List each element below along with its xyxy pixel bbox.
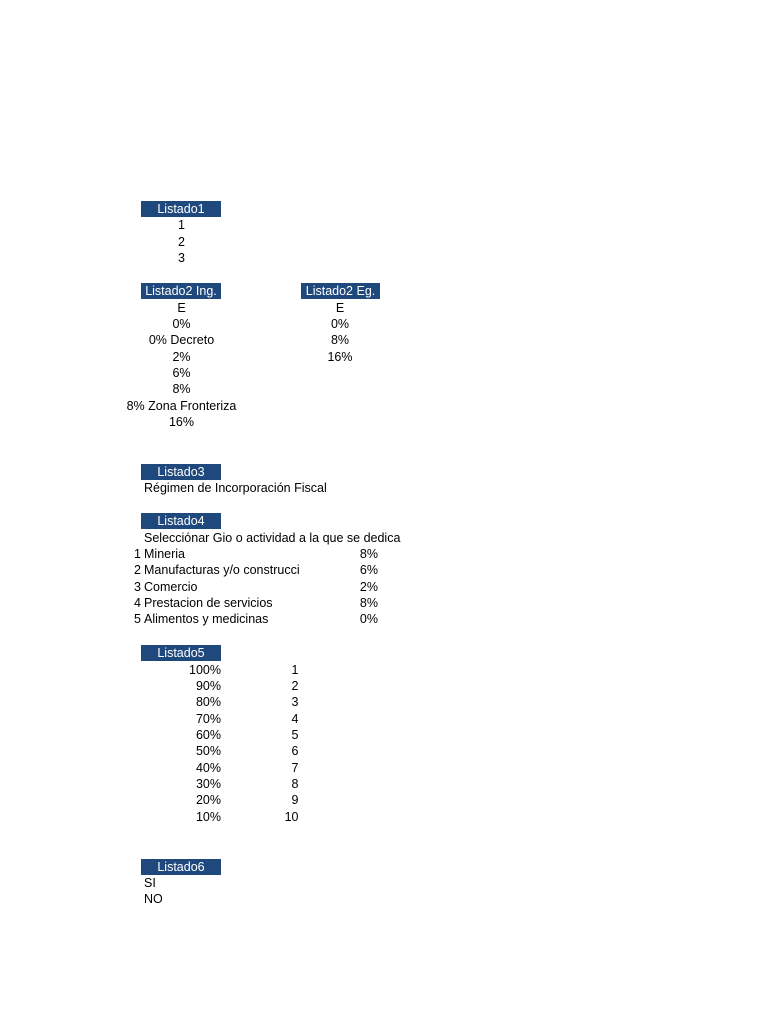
listado4-row <box>0 579 768 595</box>
listado2-eg-item: 8% <box>330 333 350 348</box>
list-row <box>0 234 768 250</box>
listado2-ing-header: Listado2 Ing. <box>141 283 221 299</box>
listado5-row-number: 3 <box>291 695 299 710</box>
listado4-header: Listado4 <box>141 513 221 529</box>
listado2-ing-item: 2% <box>172 349 191 364</box>
list-row <box>0 480 768 496</box>
list-row <box>0 365 768 381</box>
listado2-eg-item: E <box>335 300 345 315</box>
listado2-ing-item: 16% <box>168 415 195 430</box>
listado6-item: NO <box>144 892 163 907</box>
listado2-ing-item: 8% <box>172 382 191 397</box>
listado5-row-number: 10 <box>284 809 299 824</box>
listado5-row-number: 7 <box>291 760 299 775</box>
listado5-row <box>0 743 768 759</box>
listado5-row-percent: 60% <box>195 728 221 743</box>
listado4-row-activity: Prestacion de servicios <box>144 596 273 611</box>
list-row <box>0 332 768 348</box>
listado1-item: 3 <box>178 251 185 266</box>
listado2-ing-item: E <box>177 300 186 315</box>
listado5-row <box>0 694 768 710</box>
listado4-row-rate: 0% <box>359 612 378 627</box>
listado5-row-percent: 80% <box>195 695 221 710</box>
list-row <box>0 349 768 365</box>
listado3-item: Régimen de Incorporación Fiscal <box>144 481 327 496</box>
listado6-section <box>0 859 768 908</box>
listado2-ing-item: 8% Zona Fronteriza <box>126 398 237 413</box>
listado1-header: Listado1 <box>141 201 221 217</box>
listado1-section <box>0 201 768 266</box>
listado4-section <box>0 513 768 627</box>
listado5-row <box>0 776 768 792</box>
listado2-ing-item: 0% <box>172 316 191 331</box>
listado4-row <box>0 611 768 627</box>
listado5-row-percent: 50% <box>195 744 221 759</box>
listado4-row <box>0 595 768 611</box>
listado4-row-rate: 6% <box>359 563 378 578</box>
listado4-row-activity: Comercio <box>144 579 198 594</box>
header-row <box>0 859 768 875</box>
list-row <box>0 300 768 316</box>
listado4-row-number: 2 <box>134 563 141 578</box>
listado5-row <box>0 760 768 776</box>
listado3-header: Listado3 <box>141 464 221 480</box>
listado5-section <box>0 645 768 825</box>
listado4-row-number: 5 <box>134 612 141 627</box>
listado5-row <box>0 809 768 825</box>
list-row <box>0 891 768 907</box>
listado4-row-number: 1 <box>134 546 141 561</box>
list-row <box>0 217 768 233</box>
listado6-header: Listado6 <box>141 859 221 875</box>
listado5-row-percent: 90% <box>195 678 221 693</box>
list-row <box>0 381 768 397</box>
list-row <box>0 250 768 266</box>
listado2-eg-item: 0% <box>330 316 350 331</box>
listado4-row-number: 3 <box>134 579 141 594</box>
header-row <box>0 513 768 529</box>
listado5-row-percent: 10% <box>195 809 221 824</box>
listado4-row-activity: Manufacturas y/o construcci <box>144 563 300 578</box>
listado4-row-number: 4 <box>134 596 141 611</box>
listado2-section <box>0 283 768 430</box>
listado4-row-rate: 8% <box>359 546 378 561</box>
list-row <box>0 875 768 891</box>
listado5-row-number: 2 <box>291 678 299 693</box>
listado5-row-percent: 40% <box>195 760 221 775</box>
listado4-row-rate: 2% <box>359 579 378 594</box>
listado5-row <box>0 662 768 678</box>
listado3-section <box>0 464 768 497</box>
listado4-row <box>0 562 768 578</box>
listado5-row-number: 5 <box>291 728 299 743</box>
listado5-row <box>0 711 768 727</box>
listado4-row <box>0 546 768 562</box>
list-row <box>0 316 768 332</box>
listado5-header: Listado5 <box>141 645 221 661</box>
list-row <box>0 530 768 546</box>
list-row <box>0 398 768 414</box>
listado5-row <box>0 792 768 808</box>
listado5-row-number: 9 <box>291 793 299 808</box>
listado2-eg-header: Listado2 Eg. <box>301 283 380 299</box>
listado4-row-rate: 8% <box>359 596 378 611</box>
listado4-prompt: Selecciónar Gio o actividad a la que se dedica <box>144 530 401 545</box>
listado5-row-number: 4 <box>291 711 299 726</box>
listado4-row-activity: Alimentos y medicinas <box>144 612 269 627</box>
listado2-eg-item: 16% <box>327 349 353 364</box>
listado1-item: 2 <box>178 234 185 249</box>
listado5-row-percent: 30% <box>195 777 221 792</box>
listado5-row <box>0 678 768 694</box>
listado5-row-number: 6 <box>291 744 299 759</box>
listado5-row-percent: 100% <box>189 662 221 677</box>
listado2-ing-item: 6% <box>172 366 191 381</box>
list-row <box>0 414 768 430</box>
header-row <box>0 201 768 217</box>
listado1-item: 1 <box>178 218 185 233</box>
listado5-row-number: 1 <box>291 662 299 677</box>
header-row <box>0 464 768 480</box>
header-row <box>0 645 768 661</box>
listado6-item: SI <box>144 876 156 891</box>
listado5-row-percent: 70% <box>195 711 221 726</box>
listado4-row-activity: Mineria <box>144 546 185 561</box>
listado5-row-number: 8 <box>291 777 299 792</box>
listado5-row-percent: 20% <box>195 793 221 808</box>
header-row <box>0 283 768 299</box>
listado5-row <box>0 727 768 743</box>
listado2-ing-item: 0% Decreto <box>148 333 215 348</box>
